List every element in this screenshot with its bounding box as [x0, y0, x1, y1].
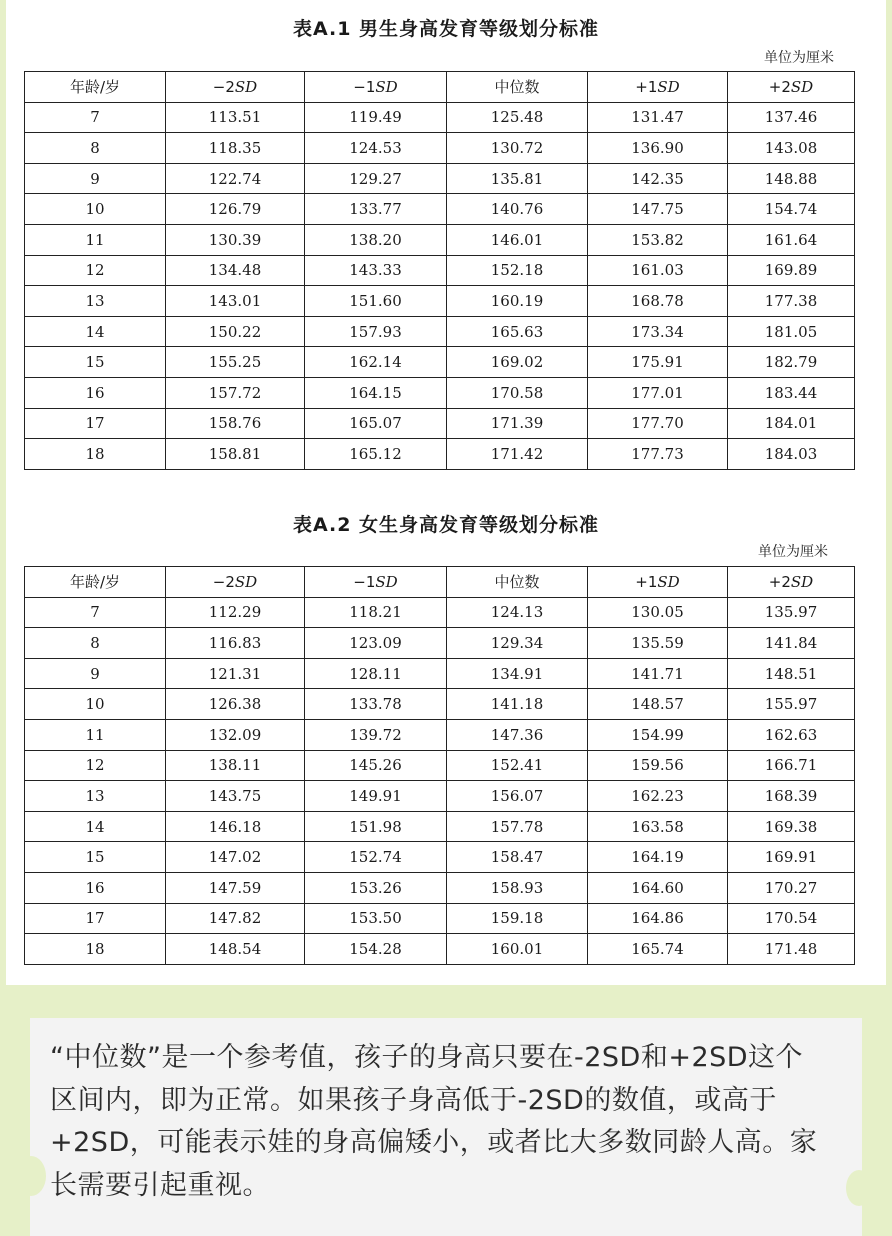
note-text: “中位数”是一个参考值，孩子的身高只要在-2SD和+2SD这个区间内，即为正常。如果孩子身高低于-2SD的数值，或高于+2SD，可能表示娃的身高偏矮小，或者比大多数同龄人高。家长需要引起重视。 — [50, 1042, 818, 1201]
height-value-cell: 133.78 — [305, 689, 447, 720]
column-header — [447, 567, 588, 598]
column-header — [728, 72, 855, 103]
height-value-cell: 148.51 — [728, 658, 855, 689]
height-value-cell: 147.82 — [166, 903, 305, 934]
age-cell: 9 — [25, 658, 166, 689]
height-value-cell: 161.64 — [728, 224, 855, 255]
height-value-cell: 152.18 — [447, 255, 588, 286]
table-header-row — [25, 567, 855, 598]
table1-title: 表A.1 男生身高发育等级划分标准 — [292, 18, 600, 40]
height-value-cell: 177.01 — [588, 377, 728, 408]
height-value-cell: 135.81 — [447, 163, 588, 194]
height-value-cell: 155.97 — [728, 689, 855, 720]
girls-height-table — [24, 566, 855, 965]
table-row — [25, 658, 855, 689]
height-value-cell: 126.79 — [166, 194, 305, 225]
height-value-cell: 162.63 — [728, 719, 855, 750]
height-value-cell: 160.19 — [447, 286, 588, 317]
height-value-cell: 183.44 — [728, 377, 855, 408]
height-value-cell: 184.03 — [728, 439, 855, 470]
sd-label: SD — [375, 77, 398, 96]
height-value-cell: 151.98 — [305, 811, 447, 842]
age-cell: 13 — [25, 781, 166, 812]
height-value-cell: 119.49 — [305, 102, 447, 133]
height-value-cell: 177.70 — [588, 408, 728, 439]
height-value-cell: 129.27 — [305, 163, 447, 194]
height-value-cell: 165.74 — [588, 934, 728, 965]
column-header — [447, 72, 588, 103]
height-value-cell: 166.71 — [728, 750, 855, 781]
height-value-cell: 154.28 — [305, 934, 447, 965]
table-row — [25, 133, 855, 164]
height-value-cell: 163.58 — [588, 811, 728, 842]
height-value-cell: 141.84 — [728, 628, 855, 659]
column-header-label: −2 — [212, 77, 235, 96]
column-header-label: +2 — [768, 77, 791, 96]
column-header-label: 中位数 — [494, 573, 540, 592]
height-value-cell: 146.01 — [447, 224, 588, 255]
age-cell: 11 — [25, 719, 166, 750]
table2-title: 表A.2 女生身高发育等级划分标准 — [292, 514, 600, 536]
height-value-cell: 154.74 — [728, 194, 855, 225]
height-value-cell: 138.20 — [305, 224, 447, 255]
height-value-cell: 133.77 — [305, 194, 447, 225]
table-row — [25, 224, 855, 255]
height-value-cell: 136.90 — [588, 133, 728, 164]
height-value-cell: 148.57 — [588, 689, 728, 720]
height-value-cell: 155.25 — [166, 347, 305, 378]
height-value-cell: 154.99 — [588, 719, 728, 750]
height-value-cell: 170.27 — [728, 872, 855, 903]
height-value-cell: 124.53 — [305, 133, 447, 164]
height-value-cell: 152.41 — [447, 750, 588, 781]
age-cell: 9 — [25, 163, 166, 194]
height-value-cell: 143.01 — [166, 286, 305, 317]
height-value-cell: 148.88 — [728, 163, 855, 194]
age-cell: 12 — [25, 750, 166, 781]
height-value-cell: 153.50 — [305, 903, 447, 934]
height-value-cell: 145.26 — [305, 750, 447, 781]
height-value-cell: 169.89 — [728, 255, 855, 286]
height-value-cell: 147.59 — [166, 872, 305, 903]
height-value-cell: 181.05 — [728, 316, 855, 347]
age-cell: 16 — [25, 377, 166, 408]
table2-unit: 单位为厘米 — [758, 544, 828, 560]
height-value-cell: 148.54 — [166, 934, 305, 965]
height-value-cell: 184.01 — [728, 408, 855, 439]
height-value-cell: 173.34 — [588, 316, 728, 347]
height-value-cell: 169.02 — [447, 347, 588, 378]
column-header-label: 年龄/岁 — [69, 573, 121, 592]
boys-height-table — [24, 71, 855, 470]
height-value-cell: 161.03 — [588, 255, 728, 286]
decorative-notch — [846, 1170, 872, 1206]
table-row — [25, 377, 855, 408]
table-header-row — [25, 72, 855, 103]
height-value-cell: 182.79 — [728, 347, 855, 378]
height-value-cell: 138.11 — [166, 750, 305, 781]
age-cell: 12 — [25, 255, 166, 286]
table-row — [25, 842, 855, 873]
height-value-cell: 171.39 — [447, 408, 588, 439]
table-row — [25, 286, 855, 317]
height-value-cell: 170.54 — [728, 903, 855, 934]
height-value-cell: 170.58 — [447, 377, 588, 408]
height-value-cell: 141.18 — [447, 689, 588, 720]
height-value-cell: 147.02 — [166, 842, 305, 873]
table-row — [25, 811, 855, 842]
height-value-cell: 165.63 — [447, 316, 588, 347]
height-value-cell: 131.47 — [588, 102, 728, 133]
height-value-cell: 160.01 — [447, 934, 588, 965]
table-row — [25, 781, 855, 812]
height-value-cell: 135.59 — [588, 628, 728, 659]
sd-label: SD — [657, 572, 680, 591]
height-value-cell: 153.82 — [588, 224, 728, 255]
height-value-cell: 149.91 — [305, 781, 447, 812]
height-value-cell: 130.39 — [166, 224, 305, 255]
height-value-cell: 164.15 — [305, 377, 447, 408]
column-header — [166, 567, 305, 598]
height-value-cell: 177.38 — [728, 286, 855, 317]
age-cell: 17 — [25, 408, 166, 439]
height-value-cell: 134.91 — [447, 658, 588, 689]
table-row — [25, 689, 855, 720]
height-value-cell: 171.48 — [728, 934, 855, 965]
age-cell: 8 — [25, 133, 166, 164]
age-cell: 15 — [25, 347, 166, 378]
height-value-cell: 147.75 — [588, 194, 728, 225]
age-cell: 7 — [25, 102, 166, 133]
height-value-cell: 157.78 — [447, 811, 588, 842]
column-header-label: −2 — [212, 572, 235, 591]
height-value-cell: 130.72 — [447, 133, 588, 164]
column-header — [588, 567, 728, 598]
height-value-cell: 141.71 — [588, 658, 728, 689]
height-value-cell: 151.60 — [305, 286, 447, 317]
height-value-cell: 158.76 — [166, 408, 305, 439]
table-row — [25, 750, 855, 781]
height-value-cell: 137.46 — [728, 102, 855, 133]
age-cell: 15 — [25, 842, 166, 873]
height-value-cell: 157.93 — [305, 316, 447, 347]
column-header — [305, 567, 447, 598]
age-cell: 14 — [25, 811, 166, 842]
height-value-cell: 118.21 — [305, 597, 447, 628]
age-cell: 14 — [25, 316, 166, 347]
height-value-cell: 164.86 — [588, 903, 728, 934]
height-value-cell: 143.08 — [728, 133, 855, 164]
height-value-cell: 165.12 — [305, 439, 447, 470]
height-value-cell: 162.14 — [305, 347, 447, 378]
column-header-label: +1 — [635, 77, 658, 96]
height-value-cell: 175.91 — [588, 347, 728, 378]
table-row — [25, 316, 855, 347]
table-row — [25, 934, 855, 965]
height-value-cell: 158.47 — [447, 842, 588, 873]
table-row — [25, 347, 855, 378]
height-value-cell: 168.78 — [588, 286, 728, 317]
age-cell: 11 — [25, 224, 166, 255]
height-value-cell: 129.34 — [447, 628, 588, 659]
table-row — [25, 903, 855, 934]
column-header-label: −1 — [353, 77, 376, 96]
height-value-cell: 157.72 — [166, 377, 305, 408]
height-value-cell: 116.83 — [166, 628, 305, 659]
age-cell: 10 — [25, 689, 166, 720]
table-row — [25, 597, 855, 628]
height-value-cell: 158.93 — [447, 872, 588, 903]
height-value-cell: 122.74 — [166, 163, 305, 194]
column-header — [25, 72, 166, 103]
height-value-cell: 139.72 — [305, 719, 447, 750]
height-value-cell: 112.29 — [166, 597, 305, 628]
height-value-cell: 169.91 — [728, 842, 855, 873]
age-cell: 8 — [25, 628, 166, 659]
height-value-cell: 152.74 — [305, 842, 447, 873]
height-value-cell: 130.05 — [588, 597, 728, 628]
column-header — [728, 567, 855, 598]
height-value-cell: 171.42 — [447, 439, 588, 470]
table1-unit: 单位为厘米 — [764, 50, 834, 66]
height-value-cell: 156.07 — [447, 781, 588, 812]
height-value-cell: 118.35 — [166, 133, 305, 164]
table-row — [25, 628, 855, 659]
height-value-cell: 121.31 — [166, 658, 305, 689]
height-value-cell: 147.36 — [447, 719, 588, 750]
age-cell: 13 — [25, 286, 166, 317]
height-value-cell: 162.23 — [588, 781, 728, 812]
height-value-cell: 128.11 — [305, 658, 447, 689]
height-value-cell: 158.81 — [166, 439, 305, 470]
height-value-cell: 125.48 — [447, 102, 588, 133]
table-row — [25, 163, 855, 194]
sd-label: SD — [234, 572, 258, 591]
height-value-cell: 140.76 — [447, 194, 588, 225]
height-value-cell: 169.38 — [728, 811, 855, 842]
column-header — [588, 72, 728, 103]
height-value-cell: 142.35 — [588, 163, 728, 194]
sd-label: SD — [234, 77, 258, 96]
age-cell: 16 — [25, 872, 166, 903]
age-cell: 7 — [25, 597, 166, 628]
height-value-cell: 159.56 — [588, 750, 728, 781]
sd-label: SD — [657, 77, 680, 96]
sd-label: SD — [790, 77, 814, 96]
height-value-cell: 153.26 — [305, 872, 447, 903]
height-value-cell: 126.38 — [166, 689, 305, 720]
column-header-label: +2 — [768, 572, 791, 591]
age-cell: 18 — [25, 934, 166, 965]
height-value-cell: 159.18 — [447, 903, 588, 934]
decorative-notch — [16, 1156, 46, 1196]
height-value-cell: 124.13 — [447, 597, 588, 628]
note-section — [0, 985, 892, 1236]
column-header-label: 年龄/岁 — [69, 78, 121, 97]
column-header-label: +1 — [635, 572, 658, 591]
column-header — [305, 72, 447, 103]
height-value-cell: 164.60 — [588, 872, 728, 903]
height-value-cell: 150.22 — [166, 316, 305, 347]
table-row — [25, 102, 855, 133]
height-value-cell: 143.75 — [166, 781, 305, 812]
height-value-cell: 143.33 — [305, 255, 447, 286]
table-row — [25, 872, 855, 903]
height-value-cell: 177.73 — [588, 439, 728, 470]
height-value-cell: 113.51 — [166, 102, 305, 133]
column-header-label: 中位数 — [494, 78, 540, 97]
height-value-cell: 146.18 — [166, 811, 305, 842]
height-value-cell: 134.48 — [166, 255, 305, 286]
column-header — [166, 72, 305, 103]
column-header-label: −1 — [353, 572, 376, 591]
height-value-cell: 168.39 — [728, 781, 855, 812]
table-row — [25, 255, 855, 286]
height-value-cell: 165.07 — [305, 408, 447, 439]
table-row — [25, 194, 855, 225]
height-value-cell: 123.09 — [305, 628, 447, 659]
age-cell: 10 — [25, 194, 166, 225]
age-cell: 17 — [25, 903, 166, 934]
table-row — [25, 439, 855, 470]
height-value-cell: 164.19 — [588, 842, 728, 873]
table-row — [25, 719, 855, 750]
height-value-cell: 132.09 — [166, 719, 305, 750]
age-cell: 18 — [25, 439, 166, 470]
sd-label: SD — [375, 572, 398, 591]
column-header — [25, 567, 166, 598]
standards-sheet — [6, 0, 886, 985]
table-row — [25, 408, 855, 439]
sd-label: SD — [790, 572, 814, 591]
height-value-cell: 135.97 — [728, 597, 855, 628]
